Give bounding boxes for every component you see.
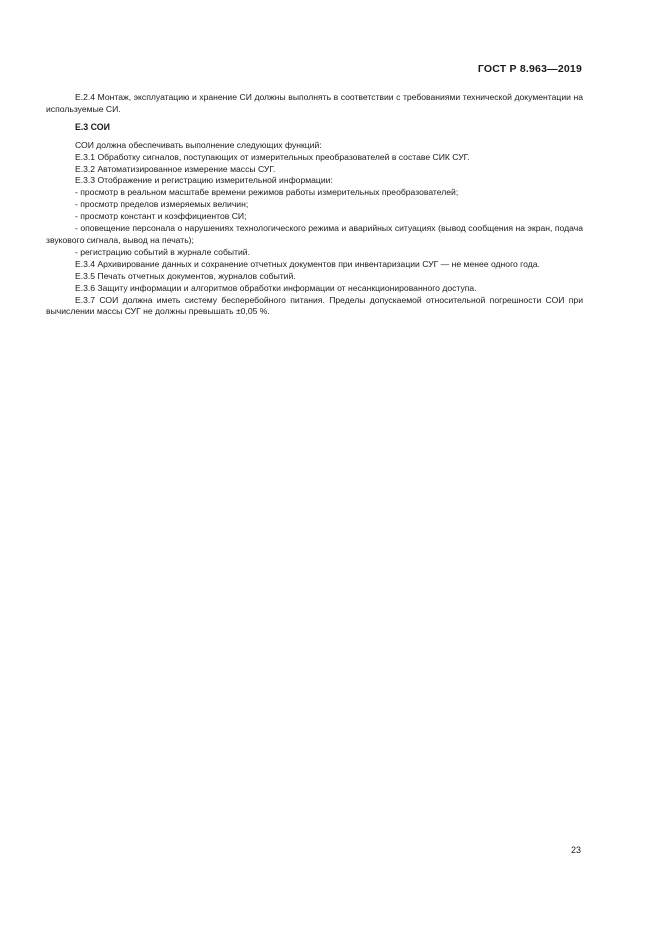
list-item-event-log: - регистрацию событий в журнале событий. bbox=[75, 246, 250, 257]
paragraph-e3-3: Е.3.3 Отображение и регистрацию измерительной информации: bbox=[75, 175, 333, 186]
list-item-limits-view: - просмотр пределов измеряемых величин; bbox=[75, 199, 249, 210]
list-item-constants-view: - просмотр констант и коэффициентов СИ; bbox=[75, 211, 247, 222]
paragraph-e3-intro: СОИ должна обеспечивать выполнение следующих функций: bbox=[75, 139, 322, 150]
paragraph-e2-4: Е.2.4 Монтаж, эксплуатацию и хранение СИ должны выполнять в соответствии с требованиями технической документации на используемые СИ. bbox=[46, 92, 583, 114]
document-body bbox=[46, 92, 583, 318]
paragraph-e3-5: Е.3.5 Печать отчетных документов, журналов событий. bbox=[75, 270, 296, 281]
list-item-realtime-view: - просмотр в реальном масштабе времени режимов работы измерительных преобразователей; bbox=[75, 187, 459, 198]
paragraph-e3-1: Е.3.1 Обработку сигналов, поступающих от измерительных преобразователей в составе СИК СУГ. bbox=[75, 151, 470, 162]
paragraph-e3-2: Е.3.2 Автоматизированное измерение массы СУГ. bbox=[75, 163, 276, 174]
page-number: 23 bbox=[570, 845, 581, 855]
list-item-alerts: - оповещение персонала о нарушениях технологического режима и аварийных ситуациях (вывод сообщения на экран, подача звукового сигнала, вывод на печать); bbox=[46, 223, 583, 245]
paragraph-e3-4: Е.3.4 Архивирование данных и сохранение отчетных документов при инвентаризации СУГ — не менее одного года. bbox=[75, 258, 540, 269]
section-heading-e3: Е.3 СОИ bbox=[75, 121, 110, 132]
document-id: ГОСТ Р 8.963—2019 bbox=[477, 63, 582, 75]
paragraph-e3-6: Е.3.6 Защиту информации и алгоритмов обработки информации от несанкционированного доступа. bbox=[75, 282, 477, 293]
paragraph-e3-7: Е.3.7 СОИ должна иметь систему бесперебойного питания. Пределы допускаемой относительной погрешности СОИ при вычислении массы СУГ не должны превышать ±0,05 %. bbox=[46, 294, 583, 317]
